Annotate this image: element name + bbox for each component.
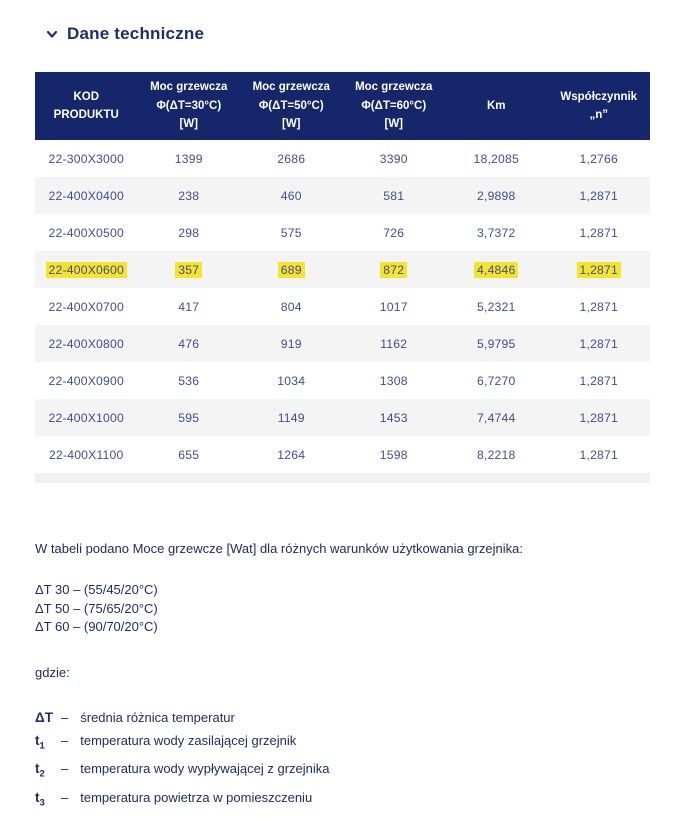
table-cell: 238 — [138, 177, 241, 214]
table-body — [35, 140, 650, 473]
table-cell: 1453 — [343, 399, 446, 436]
highlight-mark: 357 — [175, 262, 202, 278]
table-cell: 536 — [178, 373, 200, 388]
table-cell — [343, 251, 446, 288]
table-cell — [548, 251, 651, 288]
definition-term: ΔT — [35, 709, 53, 725]
definition-description: temperatura wody zasilającej grzejnik — [80, 732, 297, 748]
table-footer-strip — [35, 473, 650, 483]
table-cell: 1034 — [277, 373, 306, 388]
table-row — [35, 325, 650, 362]
table-cell: 8,2218 — [477, 447, 516, 462]
table-cell — [445, 251, 548, 288]
table-cell: 1,2871 — [548, 325, 651, 362]
definition-term: $t_1$ — [35, 732, 45, 752]
table-row — [35, 177, 650, 214]
table-row — [35, 288, 650, 325]
table-cell: 22-400X1000 — [35, 399, 138, 436]
highlight-mark: 872 — [380, 262, 407, 278]
table-cell: 1,2871 — [579, 225, 618, 240]
table-cell: 804 — [280, 299, 302, 314]
table-cell: 476 — [138, 325, 241, 362]
table-cell: 18,2085 — [473, 151, 519, 166]
definition-row — [35, 757, 684, 786]
table-cell: 1308 — [379, 373, 408, 388]
definition-dash: – — [61, 709, 69, 725]
table-cell: 1,2871 — [579, 447, 618, 462]
table-cell: 575 — [280, 225, 302, 240]
table-row — [35, 251, 650, 288]
column-header: Km — [445, 72, 548, 140]
definition-term: $t_2$ — [35, 761, 45, 780]
table-cell: 1264 — [277, 447, 306, 462]
condition-line: ΔT 30 – (55/45/20°C) — [35, 582, 158, 597]
table-cell: 460 — [240, 177, 343, 214]
table-row — [35, 140, 650, 177]
table-cell: 22-400X1100 — [49, 447, 124, 462]
table-cell: 417 — [178, 299, 200, 314]
table-cell: 581 — [343, 177, 446, 214]
highlight-mark: 689 — [278, 262, 305, 278]
table-cell: 3390 — [379, 151, 408, 166]
table-cell: 1,2871 — [579, 299, 618, 314]
highlight-mark: 22-400X0600 — [46, 262, 127, 278]
notes-intro: W tabeli podano Moce grzewcze [Wat] dla różnych warunków użytkowania grzejnika: — [35, 541, 523, 556]
column-header: Współczynnik „n” — [548, 72, 651, 140]
table-row — [35, 362, 650, 399]
column-header: Moc grzewcza Φ(ΔT=60°C) [W] — [343, 72, 446, 140]
highlight-mark: 1,2871 — [577, 262, 621, 278]
table-cell: 3,7372 — [477, 225, 516, 240]
table-cell: 22-300X3000 — [48, 151, 124, 166]
section-toggle[interactable] — [46, 24, 684, 44]
table-cell: 6,7270 — [477, 373, 516, 388]
table-cell: 595 — [138, 399, 241, 436]
column-header: Moc grzewcza Φ(ΔT=50°C) [W] — [240, 72, 343, 140]
table-cell: 1,2871 — [548, 177, 651, 214]
condition-line: ΔT 60 – (90/70/20°C) — [35, 619, 158, 634]
definition-row — [35, 729, 684, 758]
table-cell — [35, 251, 138, 288]
column-header: KOD PRODUKTU — [35, 72, 138, 140]
table-cell: 1,2766 — [579, 151, 618, 166]
definition-description: średnia różnica temperatur — [80, 709, 235, 725]
table-row — [35, 214, 650, 251]
table-cell: 7,4744 — [445, 399, 548, 436]
table-cell: 2686 — [277, 151, 306, 166]
table-cell: 919 — [240, 325, 343, 362]
table-cell: 22-400X0700 — [48, 299, 124, 314]
delta-conditions — [35, 581, 684, 637]
gdzie-label: gdzie: — [35, 664, 70, 680]
table-cell: 1149 — [240, 399, 343, 436]
section-title: Dane techniczne — [67, 24, 205, 43]
table-cell: 1598 — [379, 447, 408, 462]
table-cell: 1,2871 — [548, 399, 651, 436]
condition-line: ΔT 50 – (75/65/20°C) — [35, 600, 158, 616]
table-cell: 1,2871 — [579, 373, 618, 388]
table-cell: 298 — [178, 225, 200, 240]
table-cell: 5,9795 — [445, 325, 548, 362]
definition-dash: – — [61, 761, 69, 777]
definition-row — [35, 786, 684, 815]
notes-section — [35, 541, 684, 815]
table-cell: 1162 — [343, 325, 446, 362]
table-row — [35, 399, 650, 436]
table-cell: 5,2321 — [477, 299, 516, 314]
column-header: Moc grzewcza Φ(ΔT=30°C) [W] — [138, 72, 241, 140]
chevron-down-icon[interactable] — [46, 28, 58, 40]
definitions-list — [35, 706, 684, 815]
table-cell: 1399 — [174, 151, 203, 166]
table-row — [35, 436, 650, 473]
table-cell: 22-400X0800 — [35, 325, 138, 362]
definition-row — [35, 706, 684, 729]
table-cell: 22-400X0500 — [48, 225, 124, 240]
table-cell: 1017 — [379, 299, 408, 314]
definition-description: temperatura powietrza w pomieszczeniu — [80, 789, 313, 805]
definition-description: temperatura wody wypływającej z grzejnika — [80, 761, 330, 777]
table-cell: 22-400X0400 — [35, 177, 138, 214]
table-cell: 655 — [178, 447, 200, 462]
table-header-row — [35, 72, 650, 140]
table-cell: 726 — [383, 225, 405, 240]
table-cell: 22-400X0900 — [48, 373, 124, 388]
definition-term: $t_3$ — [35, 789, 45, 809]
definition-dash: – — [61, 732, 69, 748]
technical-data-table — [35, 72, 650, 473]
table-cell — [240, 251, 343, 288]
table-cell: 2,9898 — [445, 177, 548, 214]
definition-dash: – — [61, 789, 69, 805]
highlight-mark: 4,4846 — [474, 262, 518, 278]
table-cell — [138, 251, 241, 288]
